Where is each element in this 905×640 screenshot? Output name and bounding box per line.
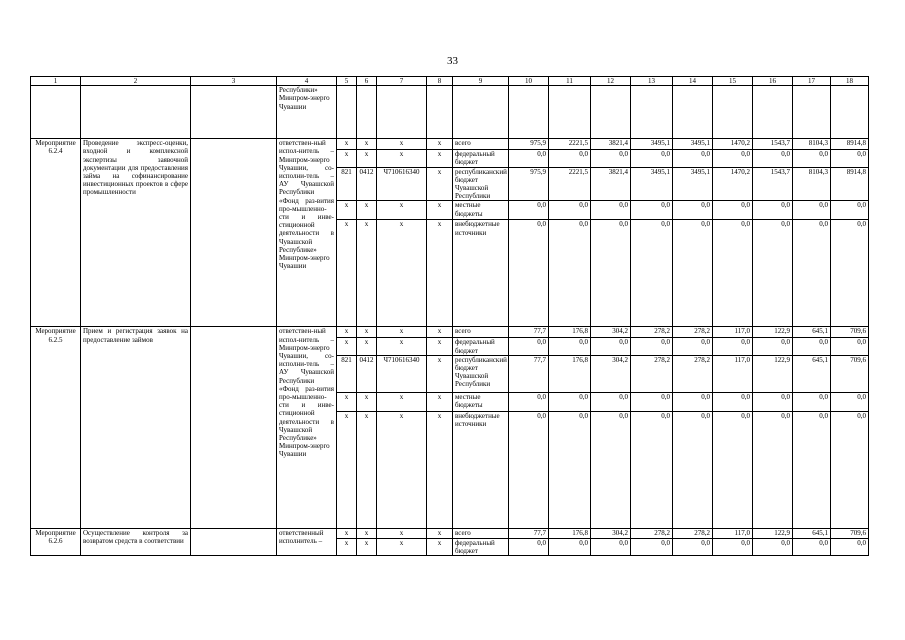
amount-cell: 3495,1 — [673, 167, 713, 201]
amount-cell: 975,9 — [509, 139, 549, 150]
column-number-cell: 7 — [377, 77, 427, 86]
amount-cell: 0,0 — [831, 150, 869, 167]
amount-cell: 8104,3 — [793, 167, 831, 201]
amount-cell: 278,2 — [673, 528, 713, 538]
amount-cell: 0,0 — [753, 338, 793, 355]
empty-cell — [191, 528, 277, 555]
expense-group-cell: x — [427, 220, 453, 327]
amount-cell: 278,2 — [631, 528, 673, 538]
target-article-cell: Ч710616340 — [377, 167, 427, 201]
amount-cell: 0,0 — [793, 201, 831, 220]
amount-cell: 0,0 — [631, 220, 673, 327]
amount-cell: 0,0 — [549, 538, 591, 555]
measure-name-cell: Проведение экспресс-оценки, входной и комплексной экспертизы заявочной документации для предоставления займа на софинансирование инвестиционных проектов в сфере промышленности — [81, 139, 191, 327]
target-article-cell: x — [377, 220, 427, 327]
target-article-cell: Ч710616340 — [377, 355, 427, 392]
amount-cell: 0,0 — [591, 150, 631, 167]
amount-cell: 0,0 — [591, 538, 631, 555]
section-code-cell: 0412 — [357, 167, 377, 201]
amount-cell: 304,2 — [591, 327, 631, 338]
amount-cell: 0,0 — [831, 338, 869, 355]
measure-name-cell: Осуществление контроля за возвратом средств в соответствии — [81, 528, 191, 555]
column-number-cell: 1 — [31, 77, 81, 86]
column-number-cell: 8 — [427, 77, 453, 86]
expense-group-cell: x — [427, 411, 453, 528]
grbs-code-cell: 821 — [337, 355, 357, 392]
amount-cell: 3821,4 — [591, 139, 631, 150]
grbs-code-cell: x — [337, 220, 357, 327]
executor-cell: ответственный исполнитель – — [277, 528, 337, 555]
amount-cell: 0,0 — [631, 538, 673, 555]
target-article-cell: x — [377, 538, 427, 555]
amount-cell: 0,0 — [753, 220, 793, 327]
amount-cell: 0,0 — [831, 201, 869, 220]
amount-cell: 0,0 — [631, 392, 673, 411]
amount-cell: 645,1 — [793, 355, 831, 392]
budget-table — [30, 76, 868, 556]
amount-cell: 117,0 — [713, 327, 753, 338]
amount-cell: 278,2 — [673, 355, 713, 392]
amount-cell: 117,0 — [713, 528, 753, 538]
amount-cell: 8104,3 — [793, 139, 831, 150]
section-code-cell: 0412 — [357, 355, 377, 392]
amount-cell: 0,0 — [549, 220, 591, 327]
amount-cell: 0,0 — [673, 220, 713, 327]
amount-cell: 0,0 — [631, 201, 673, 220]
grbs-code-cell: x — [337, 327, 357, 338]
amount-cell: 304,2 — [591, 528, 631, 538]
funding-source-cell: федеральный бюджет — [453, 338, 509, 355]
amount-cell: 0,0 — [591, 220, 631, 327]
column-number-cell: 3 — [191, 77, 277, 86]
amount-cell: 0,0 — [793, 338, 831, 355]
amount-cell: 0,0 — [753, 538, 793, 555]
amount-cell: 304,2 — [591, 355, 631, 392]
amount-cell: 0,0 — [549, 201, 591, 220]
target-article-cell: x — [377, 392, 427, 411]
amount-cell: 278,2 — [631, 355, 673, 392]
amount-cell: 278,2 — [631, 327, 673, 338]
amount-cell: 0,0 — [549, 392, 591, 411]
expense-group-cell: x — [427, 528, 453, 538]
column-number-row — [31, 77, 869, 86]
amount-cell: 278,2 — [673, 327, 713, 338]
funding-source-cell: всего — [453, 139, 509, 150]
measure-name-cell: Прием и регистрация заявок на предоставление займов — [81, 327, 191, 528]
column-number-cell: 15 — [713, 77, 753, 86]
amount-cell: 0,0 — [631, 338, 673, 355]
column-number-cell: 10 — [509, 77, 549, 86]
section-code-cell: x — [357, 411, 377, 528]
section-code-cell: x — [357, 392, 377, 411]
amount-cell: 0,0 — [793, 538, 831, 555]
amount-cell: 0,0 — [793, 220, 831, 327]
target-article-cell: x — [377, 528, 427, 538]
section-code-cell: x — [357, 538, 377, 555]
amount-cell: 3495,1 — [673, 139, 713, 150]
expense-group-cell: x — [427, 150, 453, 167]
amount-cell: 0,0 — [509, 411, 549, 528]
target-article-cell: x — [377, 201, 427, 220]
section-code-cell: x — [357, 150, 377, 167]
amount-cell: 0,0 — [831, 538, 869, 555]
funding-source-cell: республиканский бюджет Чувашской Республики — [453, 355, 509, 392]
section-code-cell: x — [357, 220, 377, 327]
amount-cell: 0,0 — [713, 538, 753, 555]
funding-source-cell: внебюджетные источники — [453, 411, 509, 528]
grbs-code-cell: x — [337, 392, 357, 411]
amount-cell: 3821,4 — [591, 167, 631, 201]
amount-cell: 0,0 — [831, 220, 869, 327]
column-number-cell: 17 — [793, 77, 831, 86]
amount-cell: 0,0 — [713, 392, 753, 411]
amount-cell: 122,9 — [753, 355, 793, 392]
amount-cell: 0,0 — [793, 411, 831, 528]
amount-cell: 0,0 — [713, 201, 753, 220]
amount-cell: 0,0 — [549, 150, 591, 167]
column-number-cell: 13 — [631, 77, 673, 86]
empty-cell — [191, 327, 277, 528]
measure-code-cell: Мероприятие 6.2.6 — [31, 528, 81, 555]
expense-group-cell: x — [427, 338, 453, 355]
grbs-code-cell: x — [337, 411, 357, 528]
funding-source-cell: федеральный бюджет — [453, 150, 509, 167]
funding-source-cell: внебюджетные источники — [453, 220, 509, 327]
target-article-cell: x — [377, 139, 427, 150]
measure-code-cell: Мероприятие 6.2.5 — [31, 327, 81, 528]
amount-cell: 122,9 — [753, 528, 793, 538]
table-row — [31, 139, 869, 150]
funding-source-cell: местные бюджеты — [453, 201, 509, 220]
column-number-cell: 12 — [591, 77, 631, 86]
expense-group-cell: x — [427, 167, 453, 201]
column-number-cell: 14 — [673, 77, 713, 86]
amount-cell: 0,0 — [509, 150, 549, 167]
amount-cell: 0,0 — [509, 201, 549, 220]
amount-cell: 8914,8 — [831, 167, 869, 201]
grbs-code-cell: x — [337, 139, 357, 150]
measure-code-cell: Мероприятие 6.2.4 — [31, 139, 81, 327]
grbs-code-cell: 821 — [337, 167, 357, 201]
table-row — [31, 327, 869, 338]
grbs-code-cell: x — [337, 528, 357, 538]
grbs-code-cell: x — [337, 201, 357, 220]
amount-cell: 0,0 — [713, 220, 753, 327]
expense-group-cell: x — [427, 139, 453, 150]
amount-cell: 709,6 — [831, 528, 869, 538]
expense-group-cell: x — [427, 327, 453, 338]
amount-cell: 3495,1 — [631, 139, 673, 150]
column-number-cell: 6 — [357, 77, 377, 86]
amount-cell: 176,8 — [549, 327, 591, 338]
expense-group-cell: x — [427, 392, 453, 411]
amount-cell: 0,0 — [673, 201, 713, 220]
amount-cell: 0,0 — [509, 392, 549, 411]
section-code-cell: x — [357, 338, 377, 355]
amount-cell: 709,6 — [831, 327, 869, 338]
amount-cell: 0,0 — [673, 411, 713, 528]
amount-cell: 77,7 — [509, 327, 549, 338]
target-article-cell: x — [377, 411, 427, 528]
column-number-cell: 18 — [831, 77, 869, 86]
amount-cell: 0,0 — [509, 538, 549, 555]
expense-group-cell: x — [427, 538, 453, 555]
amount-cell: 0,0 — [549, 338, 591, 355]
amount-cell: 0,0 — [713, 338, 753, 355]
amount-cell: 0,0 — [631, 411, 673, 528]
amount-cell: 975,9 — [509, 167, 549, 201]
amount-cell: 0,0 — [673, 338, 713, 355]
expense-group-cell: x — [427, 355, 453, 392]
continuation-executor-cell: Республики» Минпром-энерго Чувашии — [277, 86, 337, 139]
amount-cell: 0,0 — [509, 338, 549, 355]
continuation-row — [31, 86, 869, 139]
amount-cell: 176,8 — [549, 528, 591, 538]
column-number-cell: 11 — [549, 77, 591, 86]
expense-group-cell: x — [427, 201, 453, 220]
amount-cell: 2221,5 — [549, 139, 591, 150]
amount-cell: 0,0 — [753, 201, 793, 220]
section-code-cell: x — [357, 528, 377, 538]
amount-cell: 0,0 — [753, 392, 793, 411]
funding-source-cell: федеральный бюджет — [453, 538, 509, 555]
amount-cell: 0,0 — [831, 392, 869, 411]
funding-source-cell: местные бюджеты — [453, 392, 509, 411]
amount-cell: 1543,7 — [753, 167, 793, 201]
amount-cell: 1470,2 — [713, 139, 753, 150]
executor-cell: ответствен-ный испол-нитель – Минпром-энерго Чувашии, со-исполни-тель – АУ Чувашской Республики «Фонд раз-вития про-мышленно-сти и инве-стиционной деятельности в Чувашской Республике» Минпром-энерго Чувашии — [277, 327, 337, 528]
amount-cell: 2221,5 — [549, 167, 591, 201]
amount-cell: 176,8 — [549, 355, 591, 392]
amount-cell: 0,0 — [753, 150, 793, 167]
page-number: 33 — [447, 55, 458, 67]
amount-cell: 1470,2 — [713, 167, 753, 201]
amount-cell: 709,6 — [831, 355, 869, 392]
amount-cell: 0,0 — [831, 411, 869, 528]
column-number-cell: 4 — [277, 77, 337, 86]
amount-cell: 0,0 — [591, 338, 631, 355]
amount-cell: 0,0 — [549, 411, 591, 528]
amount-cell: 0,0 — [591, 411, 631, 528]
amount-cell: 8914,8 — [831, 139, 869, 150]
grbs-code-cell: x — [337, 150, 357, 167]
amount-cell: 122,9 — [753, 327, 793, 338]
amount-cell: 0,0 — [591, 201, 631, 220]
section-code-cell: x — [357, 201, 377, 220]
amount-cell: 77,7 — [509, 528, 549, 538]
executor-cell: ответствен-ный испол-нитель – Минпром-энерго Чувашии, со-исполни-тель – АУ Чувашской Республики «Фонд раз-вития про-мышленно-сти и инве-стиционной деятельности в Чувашской Республике» Минпром-энерго Чувашии — [277, 139, 337, 327]
target-article-cell: x — [377, 150, 427, 167]
amount-cell: 0,0 — [753, 411, 793, 528]
amount-cell: 0,0 — [673, 392, 713, 411]
funding-source-cell: республиканский бюджет Чувашской Республики — [453, 167, 509, 201]
table-row — [31, 528, 869, 538]
column-number-cell: 2 — [81, 77, 191, 86]
section-code-cell: x — [357, 327, 377, 338]
grbs-code-cell: x — [337, 538, 357, 555]
amount-cell: 0,0 — [713, 411, 753, 528]
amount-cell: 645,1 — [793, 327, 831, 338]
amount-cell: 0,0 — [509, 220, 549, 327]
amount-cell: 0,0 — [673, 150, 713, 167]
column-number-cell: 9 — [453, 77, 509, 86]
target-article-cell: x — [377, 327, 427, 338]
amount-cell: 117,0 — [713, 355, 753, 392]
funding-source-cell: всего — [453, 327, 509, 338]
grbs-code-cell: x — [337, 338, 357, 355]
amount-cell: 1543,7 — [753, 139, 793, 150]
amount-cell: 3495,1 — [631, 167, 673, 201]
column-number-cell: 5 — [337, 77, 357, 86]
column-number-cell: 16 — [753, 77, 793, 86]
amount-cell: 0,0 — [793, 150, 831, 167]
funding-source-cell: всего — [453, 528, 509, 538]
amount-cell: 645,1 — [793, 528, 831, 538]
target-article-cell: x — [377, 338, 427, 355]
amount-cell: 0,0 — [631, 150, 673, 167]
amount-cell: 0,0 — [673, 538, 713, 555]
amount-cell: 0,0 — [591, 392, 631, 411]
section-code-cell: x — [357, 139, 377, 150]
amount-cell: 0,0 — [793, 392, 831, 411]
empty-cell — [191, 139, 277, 327]
amount-cell: 0,0 — [713, 150, 753, 167]
amount-cell: 77,7 — [509, 355, 549, 392]
